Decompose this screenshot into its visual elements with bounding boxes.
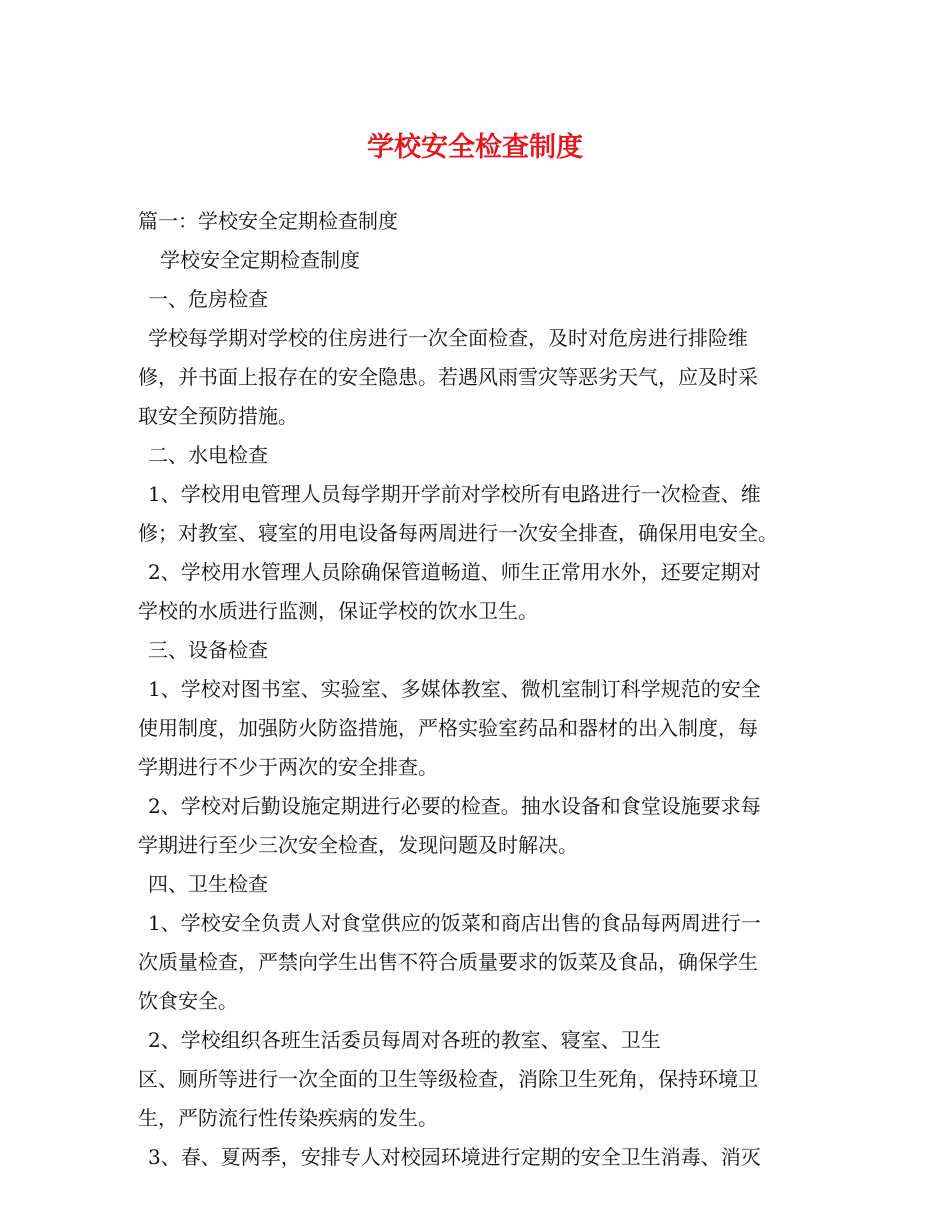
paragraph-line: 篇一：学校安全定期检查制度 bbox=[138, 209, 398, 233]
document-title: 学校安全检查制度 bbox=[367, 132, 583, 163]
paragraph-line: 学校每学期对学校的住房进行一次全面检查，及时对危房进行排险维 bbox=[148, 326, 748, 350]
paragraph-line: 学期进行不少于两次的安全排查。 bbox=[138, 755, 438, 779]
paragraph-line: 2、学校用水管理人员除确保管道畅道、师生正常用水外，还要定期对 bbox=[148, 560, 761, 584]
paragraph-line: 取安全预防措施。 bbox=[138, 404, 298, 428]
paragraph-line: 学校安全定期检查制度 bbox=[160, 248, 360, 272]
paragraph-line: 修；对教室、寝室的用电设备每两周进行一次安全排查，确保用电安全。 bbox=[138, 521, 778, 545]
paragraph-line: 次质量检查，严禁向学生出售不符合质量要求的饭菜及食品，确保学生 bbox=[138, 950, 758, 974]
paragraph-line: 1、学校安全负责人对食堂供应的饭菜和商店出售的食品每两周进行一 bbox=[148, 911, 761, 935]
paragraph-line: 使用制度，加强防火防盗措施，严格实验室药品和器材的出入制度，每 bbox=[138, 716, 758, 740]
paragraph-line: 生，严防流行性传染疾病的发生。 bbox=[138, 1106, 438, 1130]
paragraph-line: 1、学校对图书室、实验室、多媒体教室、微机室制订科学规范的安全 bbox=[148, 677, 761, 701]
paragraph-line: 饮食安全。 bbox=[138, 989, 238, 1013]
paragraph-line: 学校的水质进行监测，保证学校的饮水卫生。 bbox=[138, 599, 538, 623]
paragraph-line: 修，并书面上报存在的安全隐患。若遇风雨雪灾等恶劣天气，应及时采 bbox=[138, 365, 758, 389]
paragraph-line: 二、水电检查 bbox=[148, 443, 268, 467]
paragraph-line: 四、卫生检查 bbox=[148, 872, 268, 896]
paragraph-line: 1、学校用电管理人员每学期开学前对学校所有电路进行一次检查、维 bbox=[148, 482, 761, 506]
paragraph-line: 2、学校对后勤设施定期进行必要的检查。抽水设备和食堂设施要求每 bbox=[148, 794, 761, 818]
paragraph-line: 三、设备检查 bbox=[148, 638, 268, 662]
paragraph-line: 学期进行至少三次安全检查，发现问题及时解决。 bbox=[138, 833, 578, 857]
paragraph-line: 2、学校组织各班生活委员每周对各班的教室、寝室、卫生 bbox=[148, 1028, 661, 1052]
document-body bbox=[138, 202, 828, 1177]
paragraph-line: 区、厕所等进行一次全面的卫生等级检查，消除卫生死角，保持环境卫 bbox=[138, 1067, 758, 1091]
paragraph-line: 3、春、夏两季，安排专人对校园环境进行定期的安全卫生消毒、消灭 bbox=[148, 1145, 761, 1169]
paragraph-line: 一、危房检查 bbox=[148, 287, 268, 311]
